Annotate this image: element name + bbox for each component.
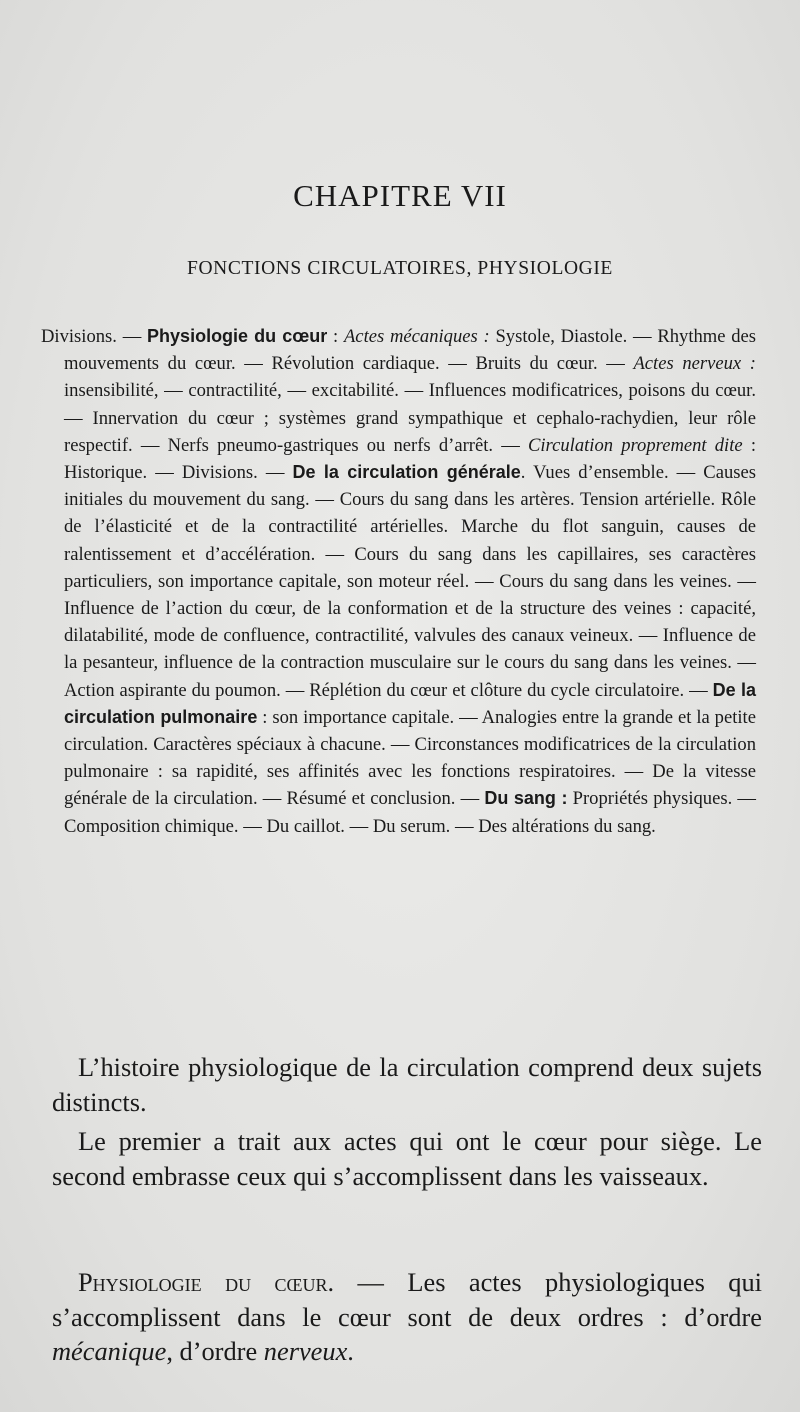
paragraph-text: . [347,1336,354,1366]
emphasis-text: nerveux [263,1336,348,1366]
summary-italic: Circulation proprement dite [527,434,743,456]
body-paragraph-3 [52,1265,762,1369]
summary-heading: De la circulation pulmonaire [64,679,756,727]
paragraph-text: , d’ordre [166,1336,264,1366]
summary-text: : son importance capitale. — Analogies entre la grande et la petite circulation. Caractères spéciaux à chacune. — Circonstances modificatrices de la circulation pulmonaire : sa rapidité, ses affinités avec les fonctions respiratoires. — De la vitesse générale de la circulation. — Résumé et conclusion. — [64,706,756,810]
summary-text: Systole, Diastole. — Rhythme des mouvements du cœur. — Révolution cardiaque. — Bruits du cœur. — [64,326,757,375]
section-heading: Physiologie du cœur. [78,1267,335,1297]
summary-text: Divisions. — [41,326,148,347]
summary-text: : [327,326,344,347]
chapter-summary [41,323,757,840]
summary-heading: Physiologie du cœur [147,326,328,346]
summary-heading: De la circulation générale [292,462,521,483]
summary-italic: Actes nerveux : [633,353,756,375]
summary-heading: Du sang : [484,788,568,809]
summary-text: : Historique. — Divisions. — [64,434,756,484]
summary-text: . Vues d’ensemble. — Causes initiales du mouvement du sang. — Cours du sang dans les artères. Tension artérielle. Rôle de l’élasticité et de la contractilité artérielles. Marche du flot sanguin, causes de ralentissement et d’accélération. — Cours du sang dans les capillaires, ses caractères particuliers, son importance capitale, son moteur réel. — Cours du sang dans les veines. — Influence de l’action du cœur, de la conformation et de la structure des veines : capacité, dilatabilité, mode de confluence, contractilité, valvules des canaux veineux. — Influence de la pesanteur, influence de la contraction musculaire sur le cours du sang dans les veines. — Action aspirante du poumon. — Réplétion du cœur et clôture du cycle circulatoire. — [64,462,756,701]
body-paragraph-1: L’histoire physiologique de la circulation comprend deux sujets distincts. [52,1052,762,1117]
emphasis-text: mécanique [52,1336,167,1366]
body-paragraph-2: Le premier a trait aux actes qui ont le cœur pour siège. Le second embrasse ceux qui s’accomplissent dans les vaisseaux. [52,1126,762,1191]
chapter-title: CHAPITRE VII [293,178,507,213]
summary-text: Propriétés physiques. — Composition chimique. — Du caillot. — Du serum. — Des altérations du sang. [64,788,756,837]
paragraph-text: — Les actes physiologiques qui s’accomplissent dans le cœur sont de deux ordres : d’ordre [52,1267,763,1332]
summary-text: insensibilité, — contractilité, — excitabilité. — Influences modificatrices, poisons du cœur. — Innervation du cœur ; systèmes grand sympathique et cephalo-rachydien, leur rôle respectif. — Nerfs pneumo-gastriques ou nerfs d’arrêt. — [64,380,756,456]
summary-italic: Actes mécaniques : [343,326,490,347]
chapter-subtitle: FONCTIONS CIRCULATOIRES, PHYSIOLOGIE [187,258,613,279]
